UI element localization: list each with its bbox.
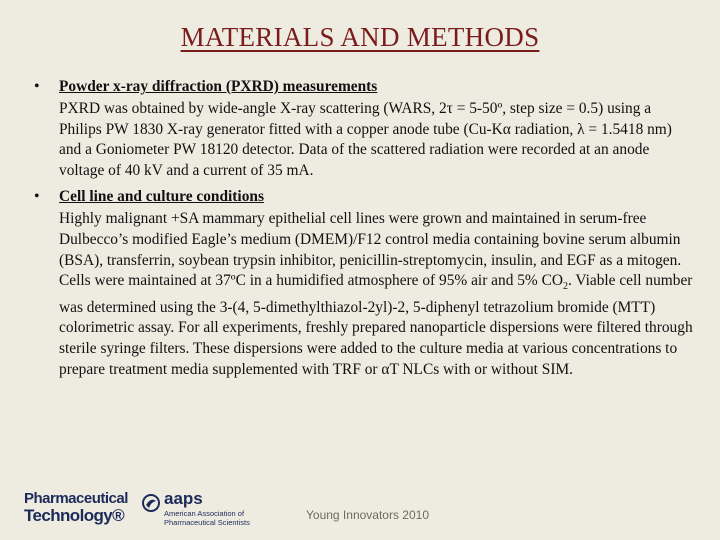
logo-aaps-word: aaps xyxy=(164,489,203,508)
bullet-cell-line xyxy=(34,187,694,380)
bullet-dot: • xyxy=(34,78,40,95)
logo-aaps-subtitle xyxy=(164,509,294,527)
section-heading-pxrd: Powder x-ray diffraction (PXRD) measurements xyxy=(59,78,378,95)
pharmaceutical-technology-logo xyxy=(24,490,128,524)
body-text-part: Highly malignant +SA mammary epithelial cell lines were grown and maintained in serum-free Dulbecco’s modified Eagle’s medium (DMEM)/F12 control media containing bovine serum albumin (BSA), transferrin, soybean trypsin inhibitor, penicillin-streptomycin, insulin, and EGF as a mitogen. Cells were maintained at 37ºC in a humidified atmosphere of 95% air and 5% CO xyxy=(59,210,682,290)
logo-pt-line2: Technology® xyxy=(24,506,125,525)
co2-subscript: 2 xyxy=(562,281,568,293)
footer-text: Young Innovators 2010 xyxy=(306,508,429,522)
section-body-cell-line xyxy=(59,209,694,380)
logo-pt-line1: Pharmaceutical xyxy=(24,490,128,507)
section-body-pxrd: PXRD was obtained by wide-angle X-ray scattering (WARS, 2τ = 5-50º, step size = 0.5) using a Philips PW 1830 X-ray generator fitted with a copper anode tube (Cu-Kα radiation, λ = 1.5418 nm) and a Goniometer PW 18120 detector. Data of the scattered radiation were recorded at an anode voltage of 40 kV and a current of 35 mA. xyxy=(59,100,672,179)
logo-aaps-sub2: Pharmaceutical Scientists xyxy=(164,518,250,527)
bullet-pxrd xyxy=(34,77,694,181)
section-heading-cell-line: Cell line and culture conditions xyxy=(59,188,264,206)
body-text-part: . Viable cell number was determined using the 3-(4, 5-dimethylthiazol-2yl)-2, 5-diphenyl tetrazolium bromide (MTT) colorimetric assay. For all experiments, freshly prepared nanoparticle dispersions were filtered through sterile syringe filters. These dispersions were added to the culture media at various concentrations to prepare treatment media supplemented with TRF or αT NLCs with or without SIM. xyxy=(59,272,693,378)
slide-title: MATERIALS AND METHODS xyxy=(180,22,540,52)
aaps-swirl-icon xyxy=(142,494,160,512)
logo-aaps-sub1: American Association of xyxy=(164,509,245,518)
slide-content xyxy=(34,77,694,386)
bullet-dot: • xyxy=(34,188,40,206)
